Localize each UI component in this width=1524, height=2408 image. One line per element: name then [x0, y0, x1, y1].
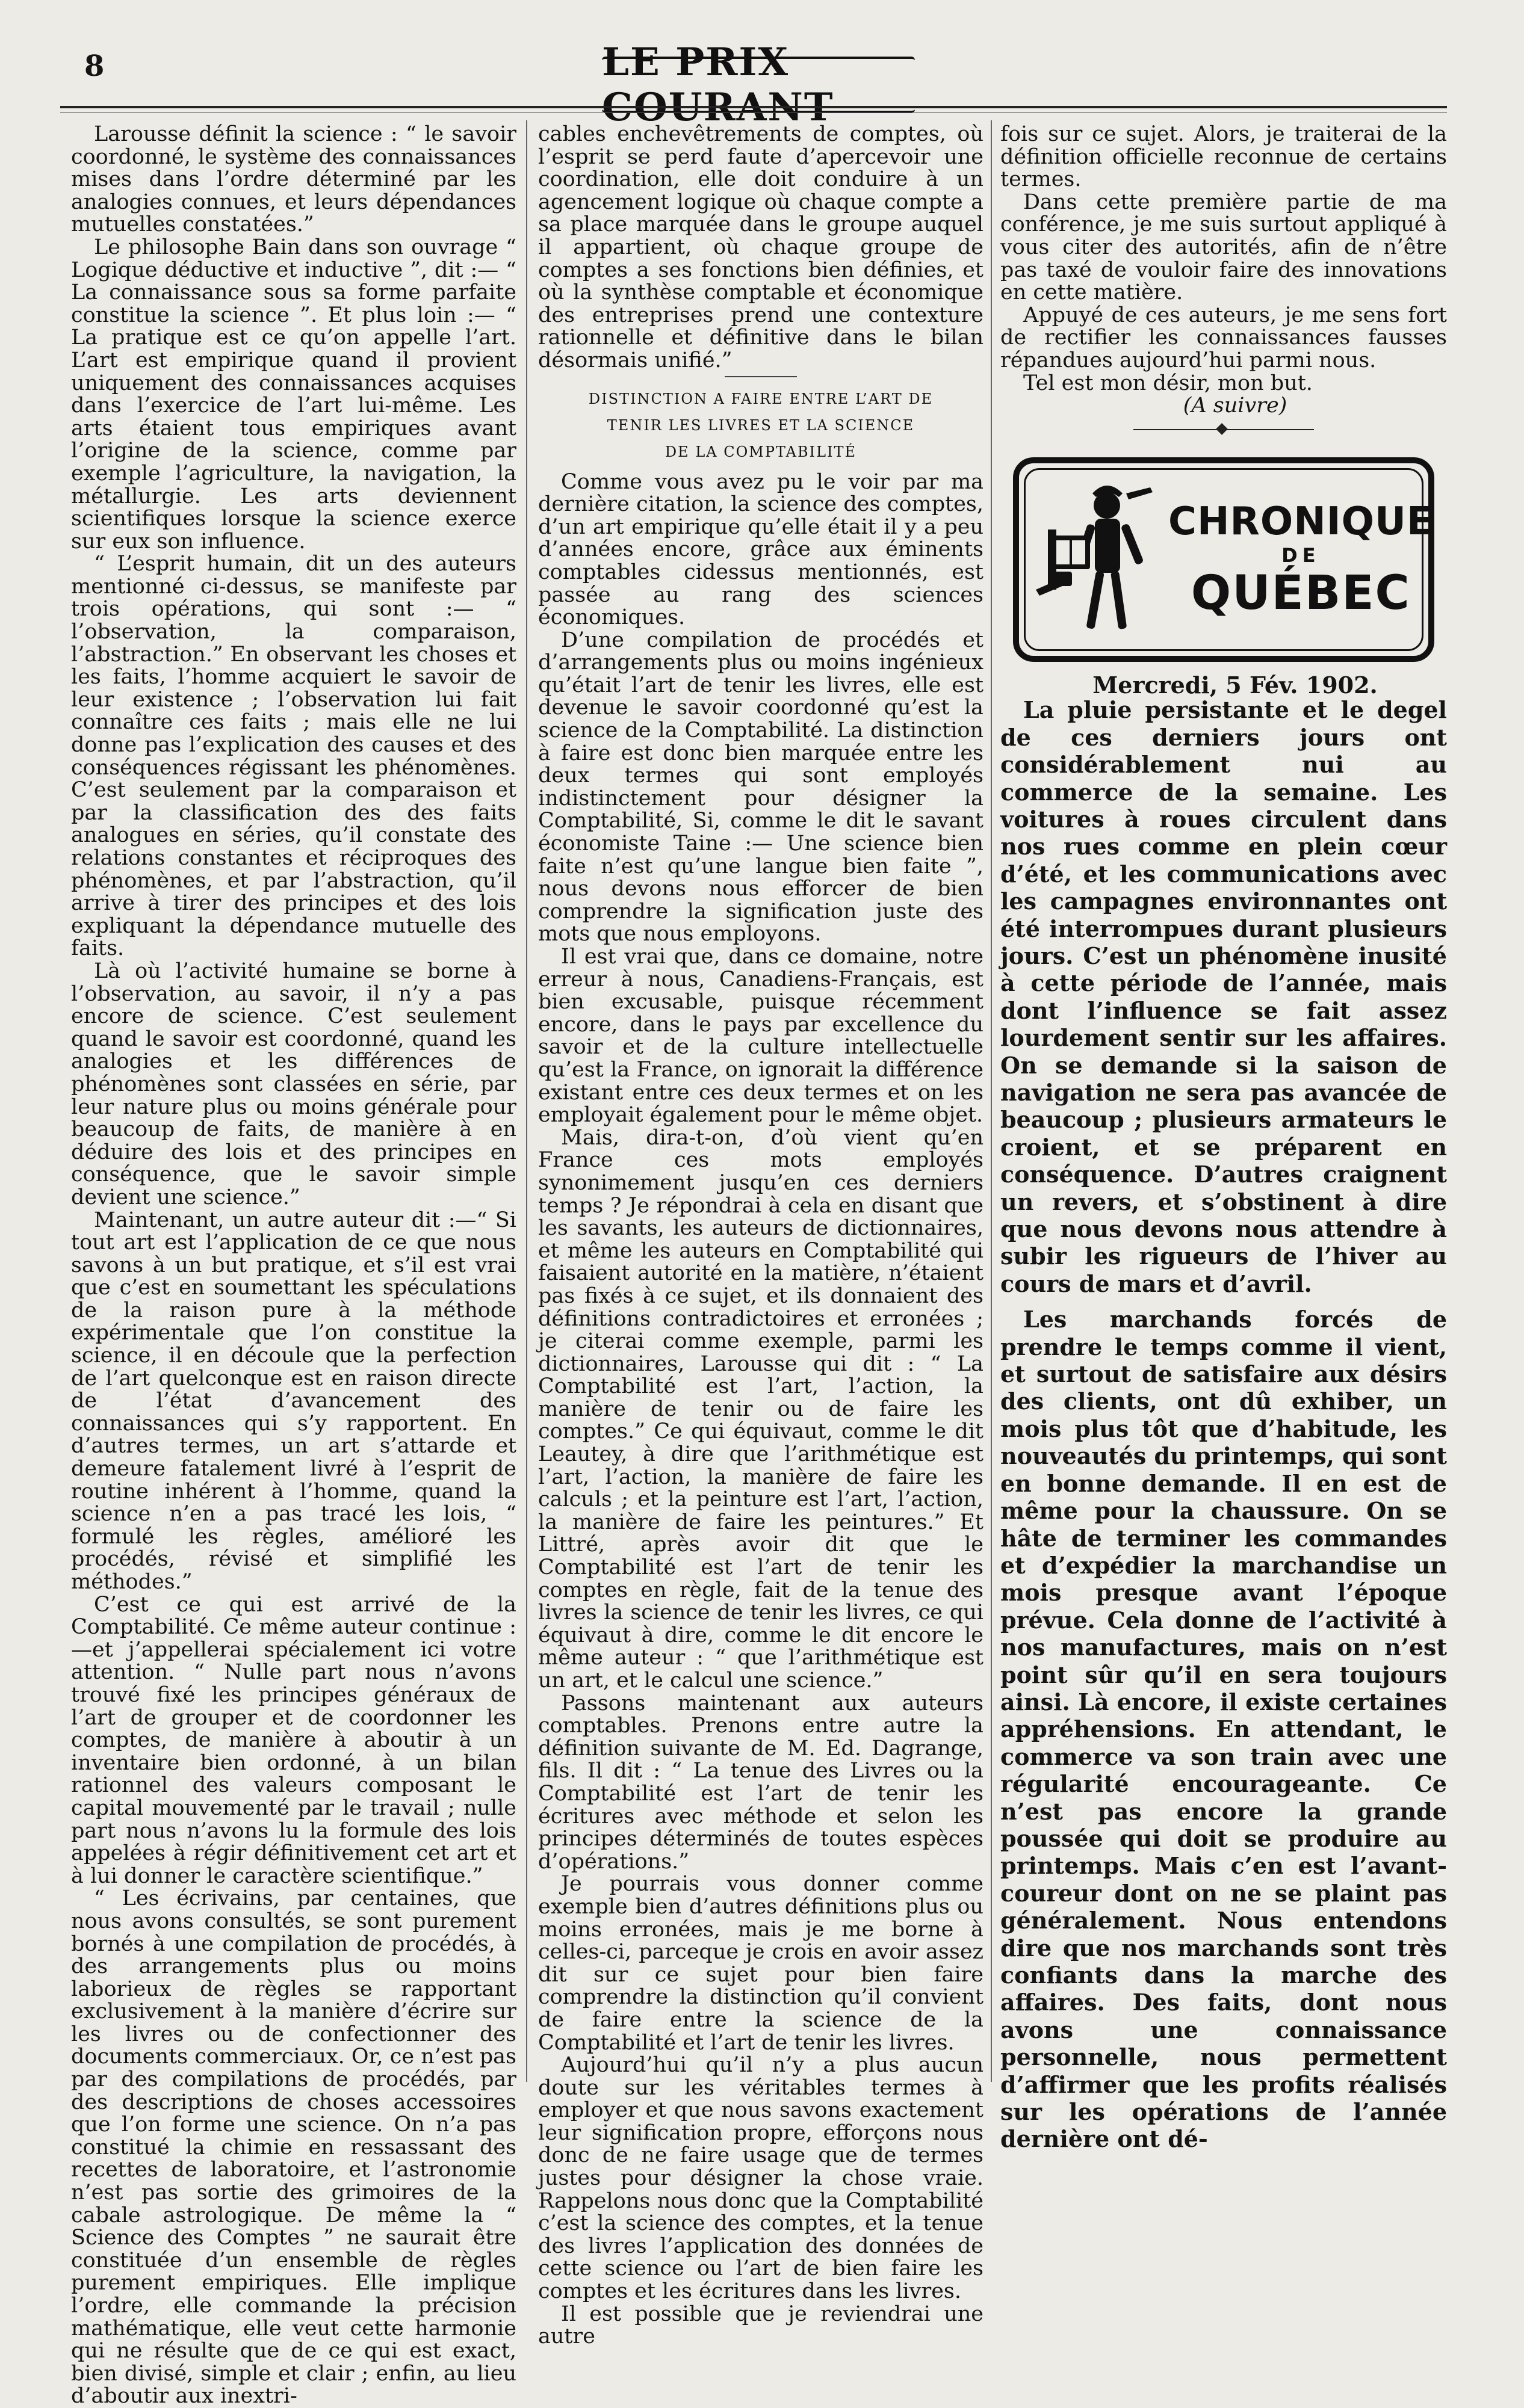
masthead-title: LE PRIX COURANT — [602, 57, 915, 113]
paragraph: La pluie persistante et le degel de ces derniers jours ont considérablement nui au commerce de la semaine. Les voitures à roues circulent dans nos rues comme en plein cœur d’été, et les communications avec les campagnes environnantes ont été interrompues durant plusieurs jours. C’est un phénomène inusité à cette période de l’année, mais dont l’influence se fait assez lourdement sentir sur les affaires. On se demande si la saison de navigation ne sera pas avancée de beaucoup ; plusieurs armateurs le croient, et se préparent en conséquence. D’autres craignent un revers, et s’obstinent à dire que nous devons nous attendre à subir les rigueurs de l’hiver au cours de mars et d’avril. — [1000, 696, 1447, 1297]
porter-illustration-icon — [1030, 469, 1168, 650]
chronique-banner — [1013, 457, 1434, 662]
article-column-2 — [538, 122, 983, 2349]
section-heading — [538, 386, 983, 465]
paragraph: Dans cette première partie de ma conférence, je me suis surtout appliqué à vous citer des autorités, afin de n’être pas taxé de vouloir faire des innovations en cette matière. — [1000, 190, 1447, 305]
paragraph: Il est possible que je reviendrai une autre — [538, 2301, 983, 2349]
section-heading-line: DISTINCTION A FAIRE ENTRE L’ART DE — [588, 390, 934, 407]
paragraph: cables enchevêtrements de comptes, où l’esprit se perd faute d’apercevoir une coordination, elle doit conduire à un agencement logique où chaque compte a sa place marquée dans le groupe auquel il appartient, où chaque groupe de comptes a ses fonctions bien définies, et où la synthèse comptable et économique des entreprises prend une contexture rationnelle et définitive dans le bilan désormais unifié.” — [538, 122, 983, 372]
chronique-title-line: CHRONIQUE — [1168, 499, 1434, 544]
to-be-continued: (A suivre) — [1183, 394, 1287, 418]
paragraph: C’est ce qui est arrivé de la Comptabilité. Ce même auteur continue :—et j’appellerai spécialement ici votre attention. “ Nulle part nous n’avons trouvé fixé les principes généraux de l’art de grouper et de coordonner les comptes, de manière à aboutir à un inventaire bien ordonné, à un bilan rationnel des valeurs composant le capital mouvementé par le travail ; nulle part nous n’avons lu la formule des lois appelées à régir définitivement cet art et à lui donner le caractère scientifique.” — [71, 1592, 516, 1888]
paragraph: “ L’esprit humain, dit un des auteurs mentionné ci-dessus, se manifeste par trois opérations, qui sont :— “ l’observation, la comparaison, l’abstraction.” En observant les choses et les faits, l’homme acquiert le savoir de leur existence ; l’observation lui fait connaître ces faits ; mais elle ne lui donne pas l’explication des causes et des conséquences régissant les phénomènes. C’est seulement par la comparaison et par la classification des des faits analogues en séries, qu’il constate des relations constantes et réciproques des phénomènes, et par l’abstraction, qu’il arrive à tirer des principes et des lois expliquant la dépendance mutuelle des faits. — [71, 552, 516, 961]
paragraph: Mais, dira-t-on, d’où vient qu’en France ces mots employés synonimement jusqu’en ces derniers temps ? Je répondrai à cela en disant que les savants, les auteurs de dictionnaires, et même les auteurs en Comptabilité qui faisaient autorité en la matière, n’étaient pas fixés à ce sujet, et ils donnaient des définitions contradictoires et erronées ; je citerai comme exemple, parmi les dictionnaires, Larousse qui dit : “ La Comptabilité est l’art, l’action, la manière de tenir ou de faire les comptes.” Ce qui équivaut, comme le dit Leautey, à dire que l’arithmétique est l’art, l’action, la manière de faire les calculs ; et la peinture est l’art, l’action, la manière de faire les peintures.” Et Littré, après avoir dit que le Comptabilité est l’art de tenir les comptes en règle, fait de la tenue des livres la science de tenir les livres, ce qui équivaut à dire, comme le dit encore le même auteur : “ que l’arithmétique est un art, et le calcul une science.” — [538, 1125, 983, 1693]
paragraph: Les marchands forcés de prendre le temps comme il vient, et surtout de satisfaire aux désirs des clients, ont dû exhiber, un mois plus tôt que d’habitude, les nouveautés du printemps, qui sont en bonne demande. Il en est de même pour la chaussure. On se hâte de terminer les commandes et d’expédier la marchandise un mois presque avant l’époque prévue. Cela donne de l’activité à nos manufactures, mais on n’est point sûr qu’il en sera toujours ainsi. Là encore, il existe certaines appréhensions. En attendant, le commerce va son train avec une régularité encourageante. Ce n’est pas encore la grande poussée qui doit se produire au printemps. Mais c’en est l’avant-coureur dont on ne se plaint pas généralement. Nous entendons dire que nos marchands sont très confiants dans la marche des affaires. Des faits, dont nous avons une connaissance personnelle, nous permettent d’affirmer que les profits réalisés sur les opérations de l’année dernière ont dé- — [1000, 1306, 1447, 2153]
paragraph: Larousse définit la science : “ le savoir coordonné, le système des connaissances mises dans l’ordre déterminé par les analogies connues, et leurs dépendances mutuelles constatées.” — [71, 122, 516, 237]
paragraph: Aujourd’hui qu’il n’y a plus aucun doute sur les véritables termes à employer et que nous savons exactement leur signification propre, efforçons nous donc de ne faire usage que de termes justes pour désigner la chose vraie. Rappelons nous donc que la Comptabilité c’est la science des comptes, et la tenue des livres l’application des données de cette science ou l’art de bien faire les comptes et les écritures dans les livres. — [538, 2053, 983, 2304]
paragraph: Je pourrais vous donner comme exemple bien d’autres définitions plus ou moins erronées, mais je me borne à celles-ci, parceque je crois en avoir assez dit sur ce sujet pour bien faire comprendre la distinction qu’il convient de faire entre la science de la Comptabilité et l’art de tenir les livres. — [538, 1872, 983, 2055]
paragraph: “ Les écrivains, par centaines, que nous avons consultés, se sont purement bornés à une compilation de procédés, à des arrangements plus ou moins laborieux de règles se rapportant exclusivement à la manière d’écrire sur les livres ou de confectionner des documents commerciaux. Or, ce n’est pas par des compilations de procédés, par des descriptions de choses accessoires que l’on forme une science. On n’a pas constitué la chimie en ressassant des recettes de laboratoire, et l’astronomie n’est pas sortie des grimoires de la cabale astrologique. De même la “ Science des Comptes ” ne saurait être constituée d’un ensemble de règles purement empiriques. Elle implique l’ordre, elle commande la précision mathématique, elle veut cette harmonie qui ne résulte que de ce qui est exact, bien divisé, simple et clair ; enfin, au lieu d’aboutir aux inextri- — [71, 1886, 516, 2408]
chronique-title-line: QUÉBEC — [1191, 566, 1411, 620]
paragraph: Maintenant, un autre auteur dit :—“ Si tout art est l’application de ce que nous savons à un but pratique, et s’il est vrai que c’est en soumettant les spéculations de la raison pure à la méthode expérimentale que l’on constitue la science, il en découle que la perfection de l’art quelconque est en raison directe de l’état d’avancement des connaissances qui s’y rapportent. En d’autres termes, un art s’attarde et demeure fatalement livré à l’esprit de routine inhérent à l’homme, quand la science n’en a pas tracé les lois, “ formulé les règles, amélioré les procédés, révisé et simplifié les méthodes.” — [71, 1208, 516, 1594]
paragraph: fois sur ce sujet. Alors, je traiterai de la définition officielle reconnue de certains termes. — [1000, 122, 1447, 192]
chronique-title — [1168, 499, 1434, 620]
chronique-title-line: DE — [1281, 543, 1321, 567]
column-divider — [526, 120, 527, 2082]
header-rule — [60, 106, 1447, 108]
chronique-body — [1000, 696, 1447, 2153]
chronique-date: Mercredi, 5 Fév. 1902. — [1092, 671, 1378, 699]
section-rule — [725, 376, 797, 377]
header-rule-thin — [60, 112, 1447, 113]
paragraph: D’une compilation de procédés et d’arrangements plus ou moins ingénieux qu’était l’art de tenir les livres, elle est devenue le savoir coordonné qu’est la science de la Comptabilité. La distinction à faire est donc bien marquée entre les deux termes qui sont employés indistinctement pour désigner la Comptabilité, Si, comme le dit le savant économiste Taine :— Une science bien faite n’est qu’une langue bien faite ”, nous devons nous efforcer de bien comprendre la signification juste des mots que nous employons. — [538, 628, 983, 946]
section-ornament-rule — [1133, 424, 1314, 436]
paragraph: Comme vous avez pu le voir par ma dernière citation, la science des comptes, d’un art empirique qu’elle était il y a peu d’années encore, grâce aux éminents comptables cidessus mentionnés, est passée au rang des sciences économiques. — [538, 469, 983, 630]
paragraph: Appuyé de ces auteurs, je me sens fort de rectifier les connaissances fausses répandues aujourd’hui parmi nous. — [1000, 303, 1447, 372]
page-number: 8 — [84, 49, 105, 83]
article-column-3 — [1000, 122, 1447, 2153]
paragraph: Passons maintenant aux auteurs comptables. Prenons entre autre la définition suivante de M. Ed. Dagrange, fils. Il dit : “ La tenue des Livres ou la Comptabilité est l’art de tenir les écritures avec méthode et selon les principes déterminés de toutes espèces d’opérations.” — [538, 1691, 983, 1874]
section-heading-line: TENIR LES LIVRES ET LA SCIENCE — [607, 416, 915, 434]
column-divider — [991, 120, 992, 2082]
paragraph: Tel est mon désir, mon but. — [1023, 371, 1313, 395]
section-heading-line: DE LA COMPTABILITÉ — [664, 443, 857, 460]
paragraph: Le philosophe Bain dans son ouvrage “ Logique déductive et inductive ”, dit :— “ La connaissance sous sa forme parfaite constitue la science ”. Et plus loin :— “ La pratique est ce qu’on appelle l’art. L’art est empirique quand il provient uniquement des connaissances acquises dans l’exercice de l’art lui-même. Les arts étaient tous empiriques avant l’origine de la science, comme par exemple l’agriculture, la navigation, la métallurgie. Les arts deviennent scientifiques lorsque la science exerce sur eux son influence. — [71, 235, 516, 554]
article-column-1 — [71, 122, 516, 2408]
paragraph: Il est vrai que, dans ce domaine, notre erreur à nous, Canadiens-Français, est bien excusable, puisque récemment encore, dans le pays par excellence du savoir et de la culture intellectuelle qu’est la France, on ignorait la différence existant entre ces deux termes et on les employait également pour le même objet. — [538, 945, 983, 1128]
paragraph: Là où l’activité humaine se borne à l’observation, au savoir, il n’y a pas encore de science. C’est seulement quand le savoir est coordonné, quand les analogies et les différences de phénomènes sont classées en série, par leur nature plus ou moins générale pour beaucoup de faits, de manière à en déduire des lois et des principes en conséquence, que le savoir simple devient une science.” — [71, 959, 516, 1209]
